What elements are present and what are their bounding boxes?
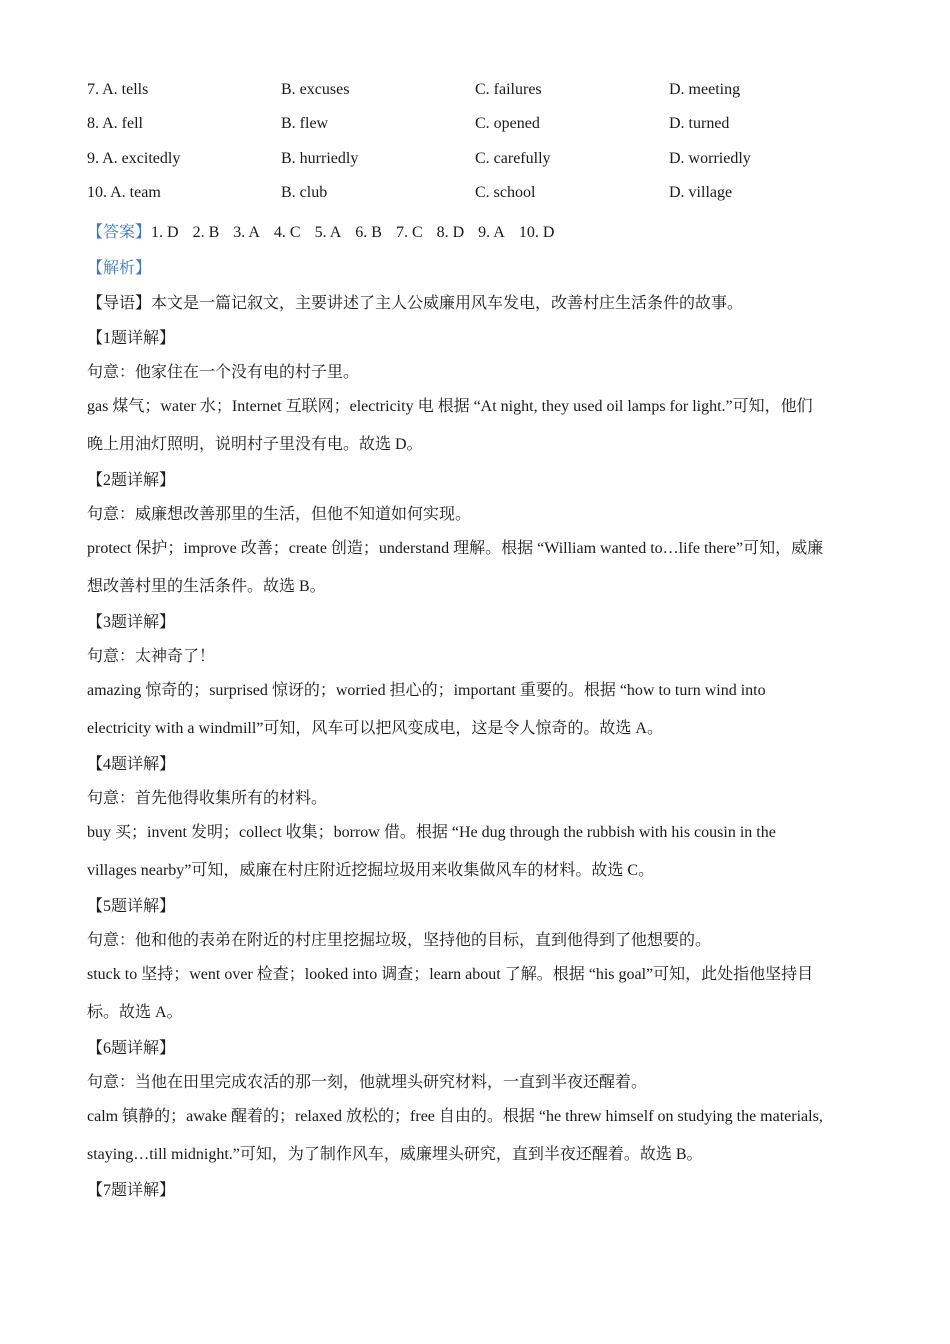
explanation-line: electricity with a windmill”可知，风车可以把风变成电，这是令人惊奇的。故选 A。 bbox=[87, 720, 663, 737]
answer-item: 4. C bbox=[273, 224, 301, 241]
answer-item: 10. D bbox=[518, 224, 555, 241]
answer-item: 1. D bbox=[151, 224, 179, 241]
option-c: C. opened bbox=[475, 115, 540, 132]
answer-item: 7. C bbox=[395, 224, 423, 241]
option-a: 9. A. excitedly bbox=[87, 150, 181, 167]
option-b: B. flew bbox=[281, 115, 329, 132]
section-heading-1: 【1题详解】 bbox=[87, 330, 176, 347]
option-d: D. meeting bbox=[669, 81, 741, 98]
section-heading-5: 【5题详解】 bbox=[87, 898, 176, 915]
section-heading-4: 【4题详解】 bbox=[87, 756, 176, 773]
option-d: D. worriedly bbox=[669, 150, 751, 167]
explanation-line: 标。故选 A。 bbox=[87, 1004, 183, 1021]
explanation-line: gas 煤气；water 水；Internet 互联网；electricity 电 根据 “At night, they used oil lamps for light.”可知，他们 bbox=[87, 398, 813, 415]
option-a: 8. A. fell bbox=[87, 115, 143, 132]
explanation-line: stuck to 坚持；went over 检查；looked into 调查；learn about 了解。根据 “his goal”可知，此处指他坚持目 bbox=[87, 966, 814, 983]
section-heading-7: 【7题详解】 bbox=[87, 1182, 176, 1199]
option-row-9 bbox=[87, 150, 867, 174]
explanation-line: villages nearby”可知，威廉在村庄附近挖掘垃圾用来收集做风车的材料。故选 C。 bbox=[87, 862, 655, 879]
sentence-meaning-5: 句意：他和他的表弟在附近的村庄里挖掘垃圾，坚持他的目标，直到他得到了他想要的。 bbox=[87, 932, 712, 949]
answer-item: 6. B bbox=[355, 224, 382, 241]
option-d: D. village bbox=[669, 184, 733, 201]
section-heading-6: 【6题详解】 bbox=[87, 1040, 176, 1057]
explanation-line: amazing 惊奇的；surprised 惊讶的；worried 担心的；important 重要的。根据 “how to turn wind into bbox=[87, 682, 766, 699]
answer-item: 3. A bbox=[233, 224, 260, 241]
explanation-line: 想改善村里的生活条件。故选 B。 bbox=[87, 578, 326, 595]
option-row-10 bbox=[87, 184, 867, 208]
option-d: D. turned bbox=[669, 115, 730, 132]
option-b: B. club bbox=[281, 184, 328, 201]
option-b: B. excuses bbox=[281, 81, 350, 98]
answer-item: 9. A bbox=[478, 224, 505, 241]
sentence-meaning-1: 句意：他家住在一个没有电的村子里。 bbox=[87, 364, 360, 381]
intro-text: 【导语】本文是一篇记叙文，主要讲述了主人公威廉用风车发电，改善村庄生活条件的故事。 bbox=[87, 295, 744, 312]
analysis-label: 【解析】 bbox=[87, 260, 152, 277]
option-c: C. carefully bbox=[475, 150, 551, 167]
answer-item: 5. A bbox=[314, 224, 342, 241]
option-row-8 bbox=[87, 115, 867, 139]
option-a: 10. A. team bbox=[87, 184, 161, 201]
section-heading-3: 【3题详解】 bbox=[87, 614, 176, 631]
sentence-meaning-6: 句意：当他在田里完成农活的那一刻，他就埋头研究材料，一直到半夜还醒着。 bbox=[87, 1074, 648, 1091]
sentence-meaning-3: 句意：太神奇了！ bbox=[87, 648, 216, 665]
answer-line bbox=[87, 219, 862, 242]
option-c: C. school bbox=[475, 184, 536, 201]
sentence-meaning-4: 句意：首先他得收集所有的材料。 bbox=[87, 790, 328, 807]
option-b: B. hurriedly bbox=[281, 150, 359, 167]
explanation-line: 晚上用油灯照明，说明村子里没有电。故选 D。 bbox=[87, 436, 423, 453]
answer-item: 8. D bbox=[436, 224, 465, 241]
explanation-line: calm 镇静的；awake 醒着的；relaxed 放松的；free 自由的。根据 “he threw himself on studying the materials, bbox=[87, 1108, 823, 1125]
option-c: C. failures bbox=[475, 81, 542, 98]
explanation-line: staying…till midnight.”可知，为了制作风车，威廉埋头研究，直到半夜还醒着。故选 B。 bbox=[87, 1146, 703, 1163]
answer-label: 【答案】 bbox=[87, 224, 152, 241]
answer-item: 2. B bbox=[192, 224, 220, 241]
section-heading-2: 【2题详解】 bbox=[87, 472, 176, 489]
option-a: 7. A. tells bbox=[87, 81, 149, 98]
option-row-7 bbox=[87, 81, 867, 105]
explanation-line: buy 买；invent 发明；collect 收集；borrow 借。根据 “He dug through the rubbish with his cousin in the bbox=[87, 824, 776, 841]
sentence-meaning-2: 句意：威廉想改善那里的生活，但他不知道如何实现。 bbox=[87, 506, 472, 523]
explanation-line: protect 保护；improve 改善；create 创造；understand 理解。根据 “William wanted to…life there”可知，威廉 bbox=[87, 540, 824, 557]
